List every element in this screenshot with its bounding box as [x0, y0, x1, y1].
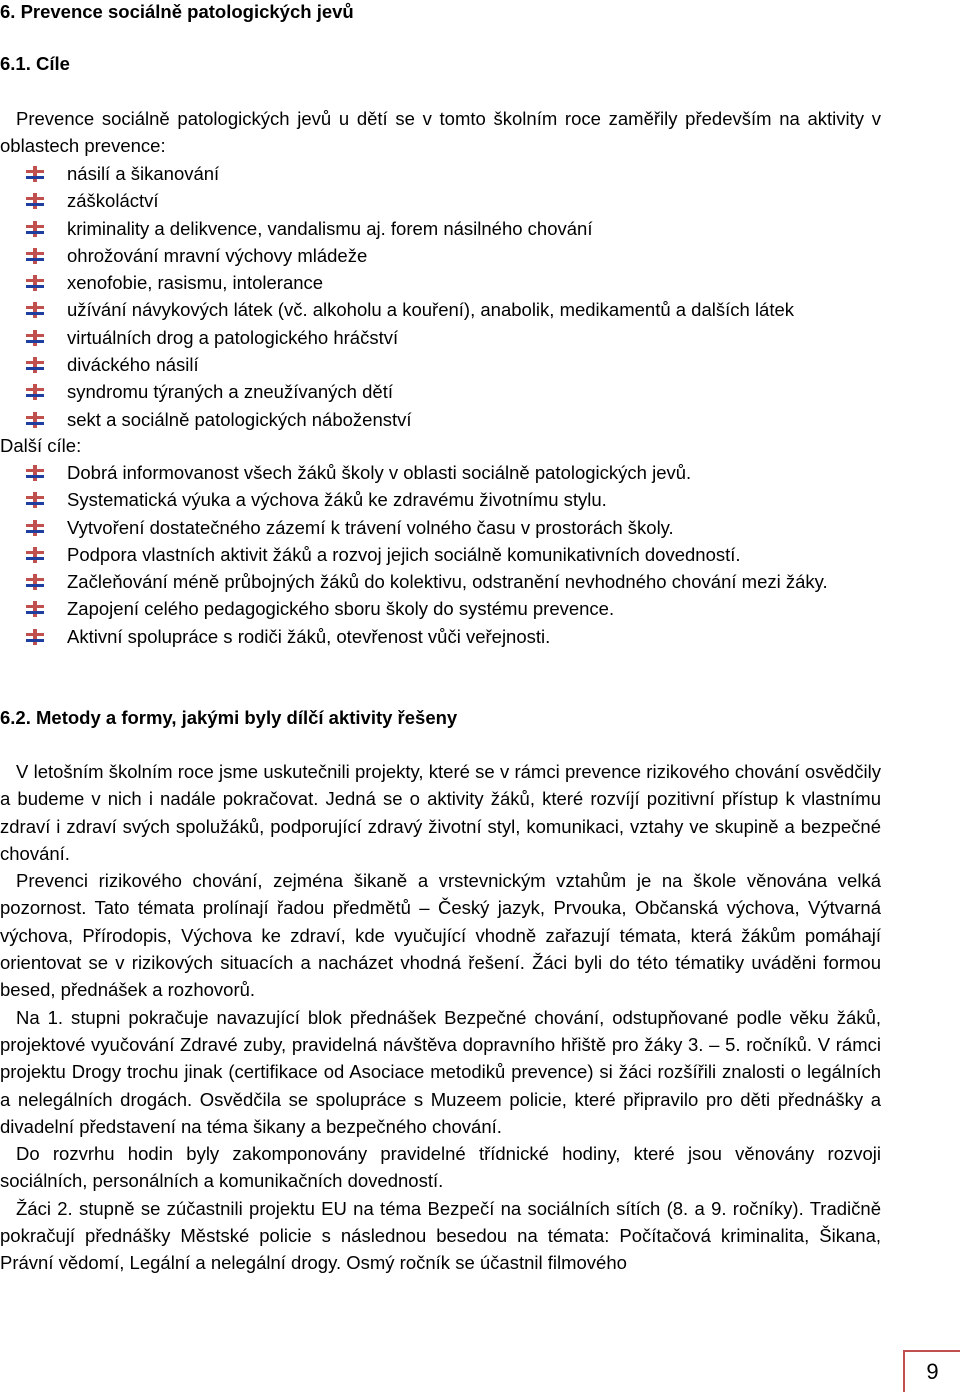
arrow-bullet-icon — [26, 221, 44, 237]
list-item-text: násilí a šikanování — [67, 163, 220, 184]
list-item-text: záškoláctví — [67, 190, 159, 212]
arrow-bullet-icon — [26, 302, 44, 318]
list-item-text: Vytvoření dostatečného zázemí k trávení volného času v prostorách školy. — [67, 516, 674, 538]
list-item — [0, 269, 881, 296]
arrow-bullet-icon — [26, 384, 44, 400]
list-item — [0, 514, 881, 541]
methods-heading: 6.2. Metody a formy, jakými byly dílčí aktivity řešeny — [0, 707, 458, 728]
methods-body — [0, 758, 881, 1277]
goals-list — [0, 160, 881, 433]
arrow-bullet-icon — [26, 601, 44, 617]
methods-paragraph: Do rozvrhu hodin byly zakomponovány pravidelné třídnické hodiny, které jsou věnovány rozvoji sociálních, personálních a komunikačních dovedností. — [0, 1143, 881, 1192]
list-item — [0, 187, 881, 214]
list-item — [0, 160, 881, 187]
section-title: 6. Prevence sociálně patologických jevů — [0, 1, 354, 22]
arrow-bullet-icon — [26, 520, 44, 536]
methods-paragraph: Prevenci rizikového chování, zejména šikaně a vrstevnickým vztahům je na škole věnována velká pozornost. Tato témata prolínají řadou předmětů – Český jazyk, Prvouka, Občanská výchova, Výtvarná výchova, Přírodopis, Výchova ke zdraví, kde vyučující vhodně zařazují témata, která žákům pomáhají orientovat se v rizikových situacích a nacházet vhodná řešení. Žáci byli do této tématiky uváděni formou besed, přednášek a rozhovorů. — [0, 870, 881, 1001]
arrow-bullet-icon — [26, 166, 44, 182]
list-item-text: virtuálních drog a patologického hráčství — [67, 326, 399, 348]
list-item-text: Zapojení celého pedagogického sboru školy do systému prevence. — [67, 598, 615, 620]
list-item — [0, 486, 881, 513]
goals-heading: 6.1. Cíle — [0, 53, 70, 74]
arrow-bullet-icon — [26, 193, 44, 209]
list-item — [0, 242, 881, 269]
list-item — [0, 595, 881, 622]
list-item — [0, 459, 881, 486]
arrow-bullet-icon — [26, 492, 44, 508]
arrow-bullet-icon — [26, 574, 44, 590]
list-item-text: Dobrá informovanost všech žáků školy v oblasti sociálně patologických jevů. — [67, 462, 692, 483]
methods-paragraph: V letošním školním roce jsme uskutečnili projekty, které se v rámci prevence rizikového chování osvědčily a budeme v nich i nadále pokračovat. Jedná se o aktivity žáků, které rozvíjí pozitivní přístup k vlastnímu zdraví i zdraví svých spolužáků, podporující zdravý životní styl, komunikaci, vztahy ve skupině a bezpečné chování. — [0, 761, 881, 864]
methods-paragraph: Na 1. stupni pokračuje navazující blok přednášek Bezpečné chování, odstupňované podle věku žáků, projektové vyučování Zdravé zuby, pravidelná návštěva dopravního hřiště pro žáky 3. – 5. ročníků. V rámci projektu Drogy trochu jinak (certifikace od Asociace metodiků prevence) si žáci rozšířili znalosti o legálních a nelegálních drogách. Osvědčila se spolupráce s Muzeem policie, které připravilo pro děti přednášky a divadelní představení na téma šikany a bezpečného chování. — [0, 1006, 881, 1137]
arrow-bullet-icon — [26, 412, 44, 428]
list-item-text: Systematická výuka a výchova žáků ke zdravému životnímu stylu. — [67, 489, 607, 511]
goals-intro: Prevence sociálně patologických jevů u dětí se v tomto školním roce zaměřily především na aktivity v oblastech prevence: — [0, 108, 881, 157]
list-item-text: Začleňování méně průbojných žáků do kolektivu, odstranění nevhodného chování mezi žáky. — [67, 571, 828, 593]
page-number: 9 — [903, 1350, 960, 1392]
list-item-text: užívání návykových látek (vč. alkoholu a kouření), anabolik, medikamentů a dalších látek — [67, 299, 795, 321]
list-item-text: Podpora vlastních aktivit žáků a rozvoj jejich sociálně komunikativních dovedností. — [67, 543, 741, 565]
list-item-text: diváckého násilí — [67, 354, 199, 376]
arrow-bullet-icon — [26, 248, 44, 264]
list-item-text: ohrožování mravní výchovy mládeže — [67, 244, 368, 266]
methods-paragraph: Žáci 2. stupně se zúčastnili projektu EU na téma Bezpečí na sociálních sítích (8. a 9. ročníky). Tradičně pokračují přednášky Městské policie s následnou besedou na témata: Počítačová kriminalita, Šikana, Právní vědomí, Legální a nelegální drogy. Osmý ročník se účastnil filmového — [0, 1197, 881, 1274]
other-goals-label: Další cíle: — [0, 435, 82, 456]
list-item — [0, 296, 881, 323]
list-item-text: kriminality a delikvence, vandalismu aj. forem násilného chování — [67, 217, 593, 239]
arrow-bullet-icon — [26, 547, 44, 563]
arrow-bullet-icon — [26, 275, 44, 291]
list-item — [0, 324, 881, 351]
list-item-text: syndromu týraných a zneužívaných dětí — [67, 381, 393, 403]
list-item — [0, 215, 881, 242]
arrow-bullet-icon — [26, 357, 44, 373]
other-goals-list — [0, 459, 881, 650]
list-item — [0, 623, 881, 650]
list-item — [0, 406, 881, 433]
arrow-bullet-icon — [26, 330, 44, 346]
arrow-bullet-icon — [26, 629, 44, 645]
list-item — [0, 541, 881, 568]
list-item-text: sekt a sociálně patologických náboženství — [67, 408, 412, 430]
list-item — [0, 378, 881, 405]
list-item — [0, 351, 881, 378]
list-item-text: xenofobie, rasismu, intolerance — [67, 272, 324, 294]
list-item-text: Aktivní spolupráce s rodiči žáků, otevřenost vůči veřejnosti. — [67, 625, 551, 647]
list-item — [0, 568, 881, 595]
arrow-bullet-icon — [26, 465, 44, 481]
